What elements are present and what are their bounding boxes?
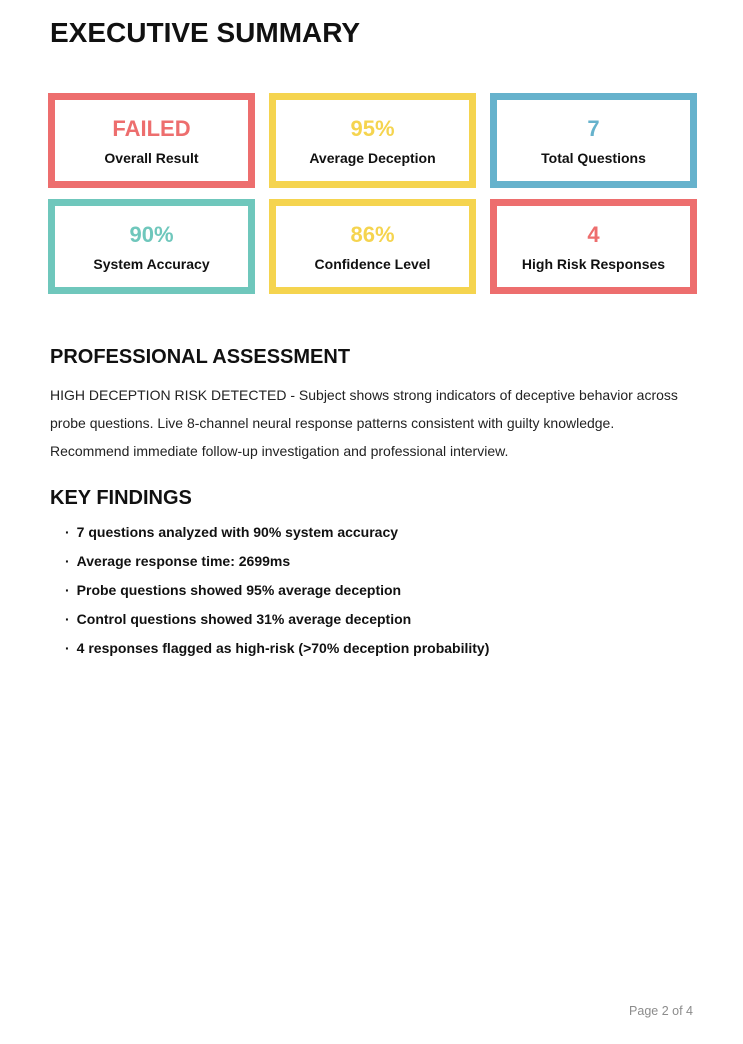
stat-cards-grid: [48, 93, 697, 294]
key-finding-item: [65, 525, 693, 540]
professional-assessment-body: HIGH DECEPTION RISK DETECTED - Subject shows strong indicators of deceptive behavior across probe questions. Live 8-channel neural response patterns consistent with guilty knowledge. Recommend immediate follow-up investigation and professional interview.: [50, 387, 678, 459]
key-finding-text: 4 responses flagged as high-risk (>70% deception probability): [76, 640, 490, 656]
stat-label-high-risk-responses: High Risk Responses: [521, 256, 666, 272]
stat-value-average-deception: 95%: [350, 116, 395, 141]
key-finding-text: 7 questions analyzed with 90% system accuracy: [76, 524, 399, 540]
stat-value-overall-result: FAILED: [112, 116, 191, 141]
key-finding-item: [65, 583, 693, 598]
stat-label-confidence-level: Confidence Level: [314, 256, 431, 272]
page-number: Page 2 of 4: [629, 1004, 693, 1018]
key-finding-item: [65, 554, 693, 569]
stat-value-confidence-level: 86%: [350, 222, 395, 247]
stat-label-overall-result: Overall Result: [104, 150, 199, 166]
stat-card-high-risk-responses: [490, 199, 697, 294]
bullet-dot-icon: ·: [65, 524, 70, 540]
professional-assessment-section: [50, 345, 693, 465]
stat-card-average-deception: [269, 93, 476, 188]
stat-value-system-accuracy: 90%: [129, 222, 174, 247]
key-finding-item: [65, 641, 693, 656]
key-finding-text: Control questions showed 31% average deception: [76, 611, 412, 627]
key-findings-list: [50, 525, 693, 656]
professional-assessment-heading: PROFESSIONAL ASSESSMENT: [50, 346, 351, 368]
key-finding-text: Average response time: 2699ms: [76, 553, 291, 569]
stat-card-confidence-level: [269, 199, 476, 294]
stat-label-system-accuracy: System Accuracy: [93, 256, 210, 272]
stat-label-average-deception: Average Deception: [309, 150, 436, 166]
bullet-dot-icon: ·: [65, 582, 70, 598]
stat-card-overall-result: [48, 93, 255, 188]
bullet-dot-icon: ·: [65, 640, 70, 656]
bullet-dot-icon: ·: [65, 553, 70, 569]
stat-card-system-accuracy: [48, 199, 255, 294]
key-findings-heading: KEY FINDINGS: [50, 487, 192, 509]
page-title: EXECUTIVE SUMMARY: [50, 17, 361, 48]
key-finding-text: Probe questions showed 95% average deception: [76, 582, 402, 598]
stat-value-total-questions: 7: [587, 116, 600, 141]
bullet-dot-icon: ·: [65, 611, 70, 627]
key-findings-section: [50, 486, 693, 656]
stat-value-high-risk-responses: 4: [587, 222, 600, 247]
stat-card-total-questions: [490, 93, 697, 188]
key-finding-item: [65, 612, 693, 627]
stat-label-total-questions: Total Questions: [541, 150, 646, 166]
